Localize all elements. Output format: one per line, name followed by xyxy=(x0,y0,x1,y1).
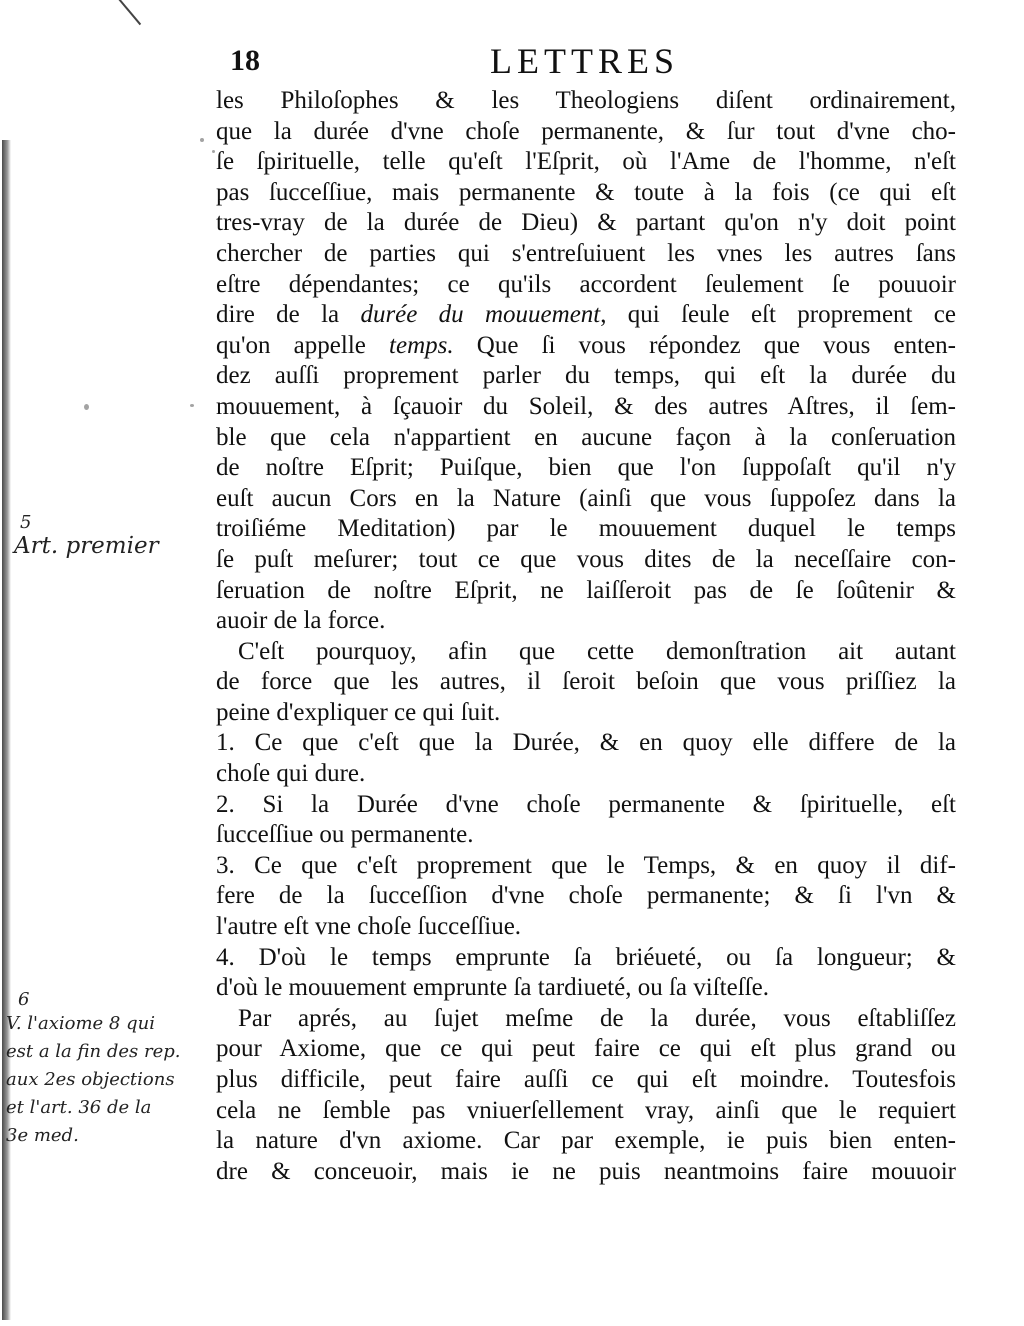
text-segment: , qui ſeule eſt proprement ce xyxy=(600,301,956,329)
margin-note-line: est a la fin des rep. xyxy=(6,1041,181,1062)
ink-speck xyxy=(190,404,194,407)
text-line: ſe ſpirituelle, telle qu'eſt l'Eſprit, où l'Ame de l'homme, n'eſt xyxy=(216,148,956,176)
text-line: la nature d'vn axiome. Car par exemple, ie puis bien enten- xyxy=(216,1127,956,1155)
italic-phrase: temps. xyxy=(389,331,454,359)
body-text xyxy=(216,86,956,1187)
text-line: ſucceſſiue ou permanente. xyxy=(216,821,474,849)
running-head: LETTRES xyxy=(490,41,679,81)
note-number: 5 xyxy=(20,512,32,533)
italic-phrase: durée du mouuement xyxy=(360,301,601,329)
page-number: 18 xyxy=(230,44,260,77)
text-line: Par aprés, au ſujet meſme de la durée, vous eſtabliſſez xyxy=(238,1004,956,1032)
text-line: pas ſucceſſiue, mais permanente & toute à la fois (ce qui eſt xyxy=(216,178,956,206)
text-line: troiſiéme Meditation) par le mouuement duquel le temps xyxy=(216,515,956,543)
ink-speck xyxy=(212,150,215,153)
text-line: ſe puſt meſurer; tout ce que vous dites de la neceſſaire con- xyxy=(216,545,956,573)
text-line: choſe qui dure. xyxy=(216,760,366,788)
text-line: de noſtre Eſprit; Puiſque, bien que l'on ſuppoſaſt qu'il n'y xyxy=(216,454,956,482)
margin-note-line: aux 2es objections xyxy=(6,1069,175,1090)
text-line: que la durée d'vne choſe permanente, & ſur tout d'vne cho- xyxy=(216,117,956,145)
text-line: les Philoſophes & les Theologiens diſent ordinairement, xyxy=(216,87,956,114)
text-line: pour Axiome, que ce qui peut faire ce qui eſt plus grand ou xyxy=(216,1035,956,1063)
text-line xyxy=(216,300,956,331)
text-line: eſtre dépendantes; ce qu'ils accordent ſeulement ſe pouuoir xyxy=(216,270,956,298)
margin-note-line: V. l'axiome 8 qui xyxy=(6,1013,155,1034)
margin-note-line: 3e med. xyxy=(6,1125,79,1146)
text-line: chercher de parties qui s'entreſuiuent les vnes les autres ſans xyxy=(216,239,956,267)
text-segment: qu'on appelle xyxy=(216,331,390,359)
text-line: auoir de la force. xyxy=(216,607,386,635)
text-line: dez auſſi proprement parler du temps, qui eſt la durée du xyxy=(216,362,956,390)
text-line: ſeruation de noſtre Eſprit, ne laiſſeroit pas de ſe ſoûtenir & xyxy=(216,576,956,604)
text-segment: Que ſi vous répondez que vous enten- xyxy=(453,331,956,359)
text-line: euſt aucun Cors en la Nature (ainſi que vous ſuppoſez dans la xyxy=(216,484,956,512)
text-line: cela ne ſemble pas vniuerſellement vray, ainſi que le requiert xyxy=(216,1096,956,1124)
text-line: d'où le mouuement emprunte ſa tardiueté, ou ſa viſteſſe. xyxy=(216,974,769,1002)
text-segment: dire de la xyxy=(216,301,361,329)
text-line: 2. Si la Durée d'vne choſe permanente & ſpirituelle, eſt xyxy=(216,790,956,818)
margin-note-line: et l'art. 36 de la xyxy=(6,1097,152,1118)
ink-speck xyxy=(200,138,204,142)
text-line: mouuement, à ſçauoir du Soleil, & des autres Aſtres, il ſem- xyxy=(216,392,956,420)
text-line: 4. D'où le temps emprunte ſa briéueté, ou ſa longueur; & xyxy=(216,943,956,971)
text-line: tres-vray de la durée de Dieu) & partant qu'on n'y doit point xyxy=(216,209,956,237)
text-line: l'autre eſt vne choſe ſucceſſiue. xyxy=(216,913,522,941)
text-line: fere de la ſucceſſion d'vne choſe permanente; & ſi l'vn & xyxy=(216,882,956,910)
text-line: peine d'expliquer ce qui ſuit. xyxy=(216,698,501,726)
margin-note-line: Art. premier xyxy=(14,533,159,559)
note-number: 6 xyxy=(18,989,30,1010)
margin-note-axiome xyxy=(6,990,180,1150)
text-line: 3. Ce que c'eſt proprement que le Temps, & en quoy il dif- xyxy=(216,851,956,879)
scan-mark xyxy=(106,0,141,25)
ink-speck xyxy=(84,404,89,410)
text-line: plus difficile, peut faire auſſi ce qui eſt moindre. Toutesfois xyxy=(216,1066,956,1093)
margin-note-art-premier xyxy=(14,512,159,561)
text-line: de force que les autres, il ſeroit beſoin que vous priſſiez la xyxy=(216,668,956,696)
text-line: 1. Ce que c'eſt que la Durée, & en quoy elle differe de la xyxy=(216,729,956,757)
text-line xyxy=(216,331,956,362)
text-line: ble que cela n'appartient en aucune façon à la conſeruation xyxy=(216,423,956,451)
text-line: C'eſt pourquoy, afin que cette demonſtration ait autant xyxy=(238,637,956,665)
text-line: dre & conceuoir, mais ie ne puis neantmoins faire mouuoir xyxy=(216,1157,956,1185)
